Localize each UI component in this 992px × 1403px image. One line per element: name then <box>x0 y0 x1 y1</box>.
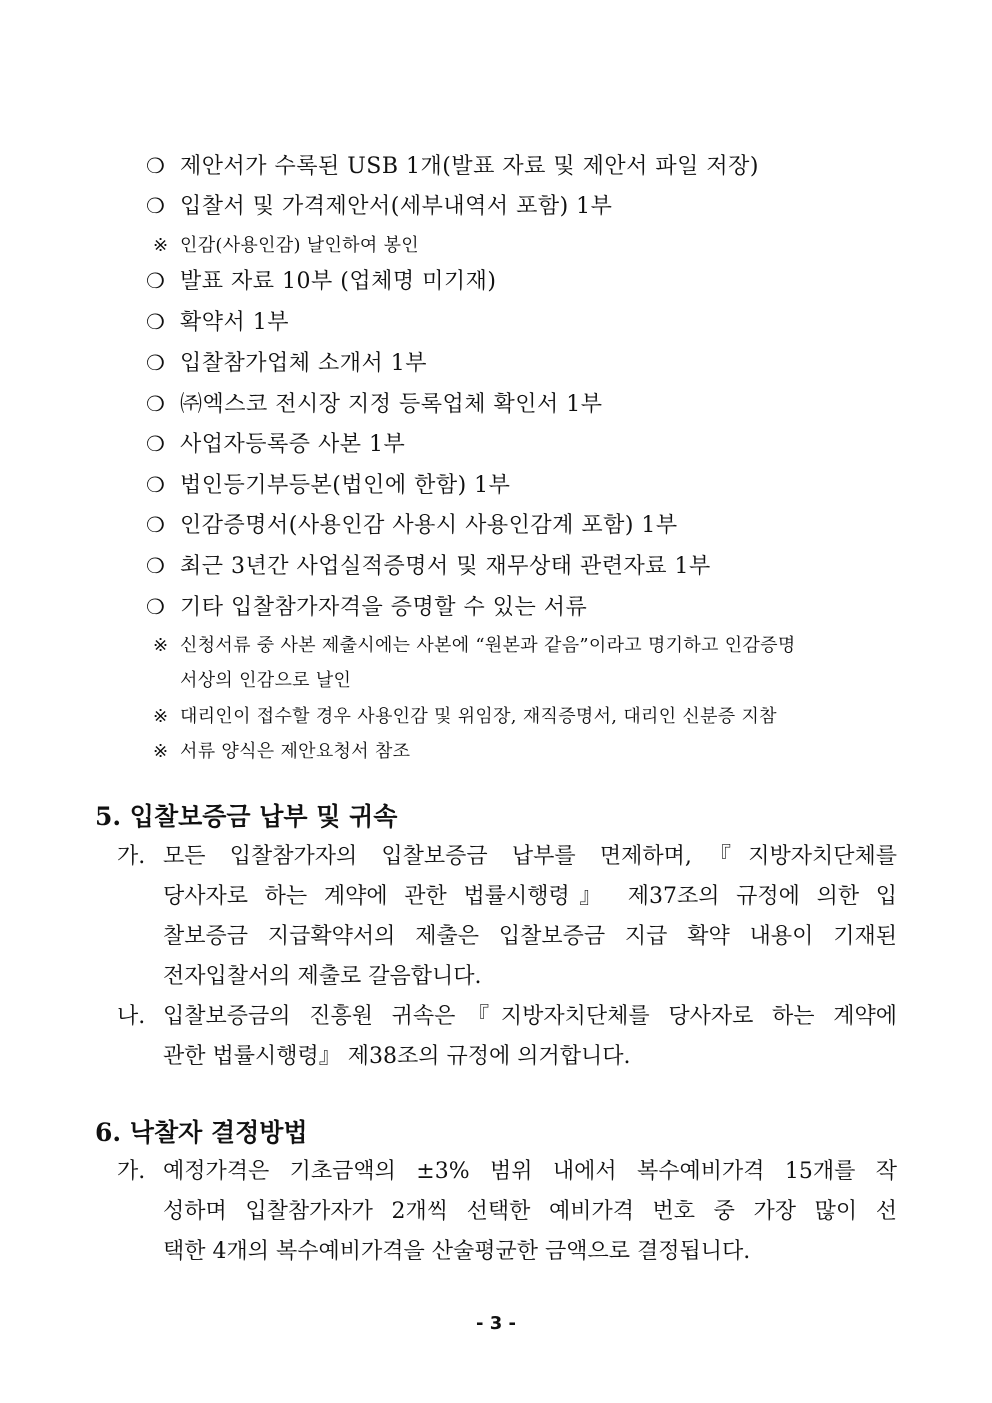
section-heading: 5. 입찰보증금 납부 및 귀속 <box>95 802 398 831</box>
paragraph-line: 예정가격은 기초금액의 ±3% 범위 내에서 복수예비가격 15개를 작 <box>163 1159 897 1184</box>
circle-bullet-icon: ❍ <box>146 473 166 497</box>
note: ※ 서류 양식은 제안요청서 참조 <box>153 741 411 762</box>
paragraph-line: 입찰보증금의 진흥원 귀속은『지방자치단체를 당사자로 하는 계약에 <box>163 1004 897 1029</box>
list-item: ❍ 최근 3년간 사업실적증명서 및 재무상태 관련자료 1부 <box>146 554 711 579</box>
reference-mark-icon: ※ <box>153 635 169 656</box>
list-item: ❍ 입찰참가업체 소개서 1부 <box>146 351 428 376</box>
list-item: ❍ 인감증명서(사용인감 사용시 사용인감계 포함) 1부 <box>146 513 678 538</box>
paragraph-line: 당사자로 하는 계약에 관한 법률시행령』 제37조의 규정에 의한 입 <box>163 884 897 909</box>
circle-bullet-icon: ❍ <box>146 554 166 578</box>
circle-bullet-icon: ❍ <box>146 392 166 416</box>
page-number: - 3 - <box>476 1313 516 1334</box>
list-item: ❍ 입찰서 및 가격제안서(세부내역서 포함) 1부 <box>146 194 613 219</box>
list-item: ❍ 기타 입찰참가자격을 증명할 수 있는 서류 <box>146 595 588 620</box>
paragraph-line: 관한 법률시행령』 제38조의 규정에 의거합니다. <box>163 1044 631 1069</box>
circle-bullet-icon: ❍ <box>146 154 166 178</box>
list-item: ❍ 법인등기부등본(법인에 한함) 1부 <box>146 473 511 498</box>
paragraph-label: 나. <box>117 1004 146 1029</box>
circle-bullet-icon: ❍ <box>146 595 166 619</box>
reference-mark-icon: ※ <box>153 235 169 256</box>
circle-bullet-icon: ❍ <box>146 310 166 334</box>
circle-bullet-icon: ❍ <box>146 351 166 375</box>
paragraph-line: 전자입찰서의 제출로 갈음합니다. <box>163 964 482 989</box>
circle-bullet-icon: ❍ <box>146 194 166 218</box>
note: ※ 대리인이 접수할 경우 사용인감 및 위임장, 재직증명서, 대리인 신분증 지참 <box>153 706 777 727</box>
list-item: ❍ 사업자등록증 사본 1부 <box>146 432 406 457</box>
list-item: ❍ 확약서 1부 <box>146 310 289 335</box>
note: ※ 인감(사용인감) 날인하여 봉인 <box>153 235 419 256</box>
list-item: ❍ ㈜엑스코 전시장 지정 등록업체 확인서 1부 <box>146 392 603 417</box>
paragraph-line: 모든 입찰참가자의 입찰보증금 납부를 면제하며,『지방자치단체를 <box>163 844 897 869</box>
list-item: ❍ 제안서가 수록된 USB 1개(발표 자료 및 제안서 파일 저장) <box>146 154 759 179</box>
paragraph-line: 성하며 입찰참가자가 2개씩 선택한 예비가격 번호 중 가장 많이 선 <box>163 1199 897 1224</box>
section-heading: 6. 낙찰자 결정방법 <box>95 1118 308 1147</box>
list-item: ❍ 발표 자료 10부 (업체명 미기재) <box>146 269 497 294</box>
paragraph <box>117 837 897 997</box>
paragraph-label: 가. <box>117 1159 146 1184</box>
reference-mark-icon: ※ <box>153 741 169 762</box>
reference-mark-icon: ※ <box>153 706 169 727</box>
note: ※ 신청서류 중 사본 제출시에는 사본에 “원본과 같음”이라고 명기하고 인감증명 <box>153 635 796 656</box>
paragraph-line: 찰보증금 지급확약서의 제출은 입찰보증금 지급 확약 내용이 기재된 <box>163 924 897 949</box>
paragraph-label: 가. <box>117 844 146 869</box>
note-continuation: 서상의 인감으로 날인 <box>180 670 352 691</box>
paragraph <box>117 1152 897 1272</box>
circle-bullet-icon: ❍ <box>146 432 166 456</box>
circle-bullet-icon: ❍ <box>146 513 166 537</box>
paragraph-line: 택한 4개의 복수예비가격을 산술평균한 금액으로 결정됩니다. <box>163 1239 751 1264</box>
circle-bullet-icon: ❍ <box>146 269 166 293</box>
paragraph <box>117 997 897 1077</box>
